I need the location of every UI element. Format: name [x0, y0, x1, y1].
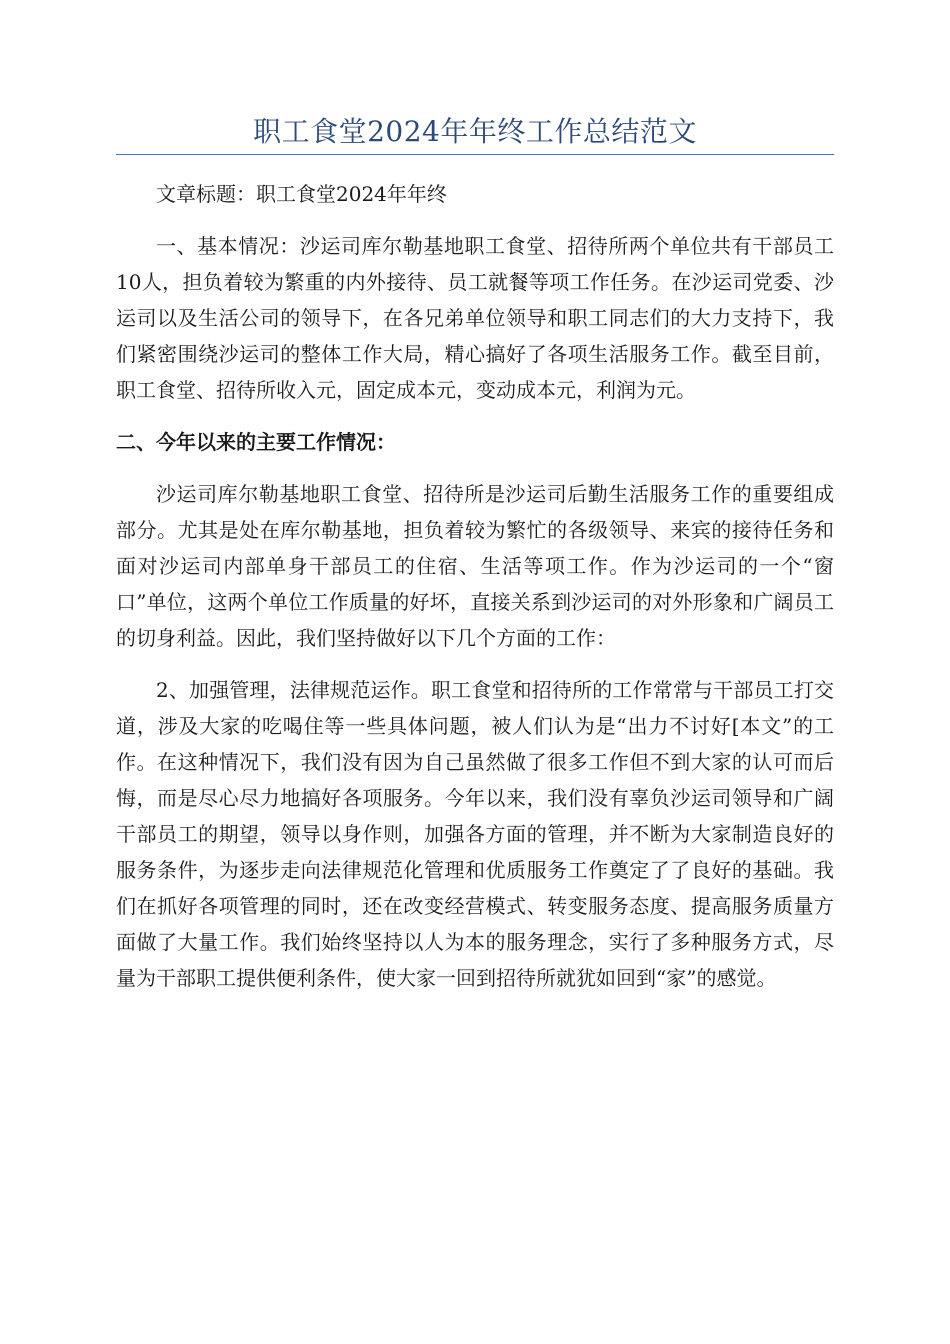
paragraph-basic-situation: 一、基本情况：沙运司库尔勒基地职工食堂、招待所两个单位共有干部员工10人，担负着较为繁重的内外接待、员工就餐等项工作任务。在沙运司党委、沙运司以及生活公司的领导下，在各兄弟单位领导和职工同志们的大力支持下，我们紧密围绕沙运司的整体工作大局，精心搞好了各项生活服务工作。截至目前，职工食堂、招待所收入元，固定成本元，变动成本元，利润为元。 [116, 234, 834, 402]
paragraph-main-work: 沙运司库尔勒基地职工食堂、招待所是沙运司后勤生活服务工作的重要组成部分。尤其是处在库尔勒基地，担负着较为繁忙的各级领导、来宾的接待任务和面对沙运司内部单身干部员工的住宿、生活等项工作。作为沙运司的一个“窗口”单位，这两个单位工作质量的好坏，直接关系到沙运司的对外形象和广阔员工的切身利益。因此，我们坚持做好以下几个方面的工作： [116, 482, 834, 650]
section-heading: 二、今年以来的主要工作情况： [116, 430, 396, 454]
article-title-line: 文章标题：职工食堂2024年年终 [156, 182, 447, 206]
document-body [116, 176, 834, 1012]
document-title: 职工食堂2024年年终工作总结范文 [253, 115, 697, 148]
title-underline [116, 154, 834, 155]
paragraph-management: 2、加强管理，法律规范运作。职工食堂和招待所的工作常常与干部员工打交道，涉及大家的吃喝住等一些具体问题，被人们认为是“出力不讨好[本文”的工作。在这种情况下，我们没有因为自己虽然做了很多工作但不到大家的认可而后悔，而是尽心尽力地搞好各项服务。今年以来，我们没有辜负沙运司领导和广阔干部员工的期望，领导以身作则，加强各方面的管理，并不断为大家制造良好的服务条件，为逐步走向法律规范化管理和优质服务工作奠定了了良好的基础。我们在抓好各项管理的同时，还在改变经营模式、转变服务态度、提高服务质量方面做了大量工作。我们始终坚持以人为本的服务理念，实行了多种服务方式，尽量为干部职工提供便利条件，使大家一回到招待所就犹如回到“家”的感觉。 [116, 678, 834, 990]
